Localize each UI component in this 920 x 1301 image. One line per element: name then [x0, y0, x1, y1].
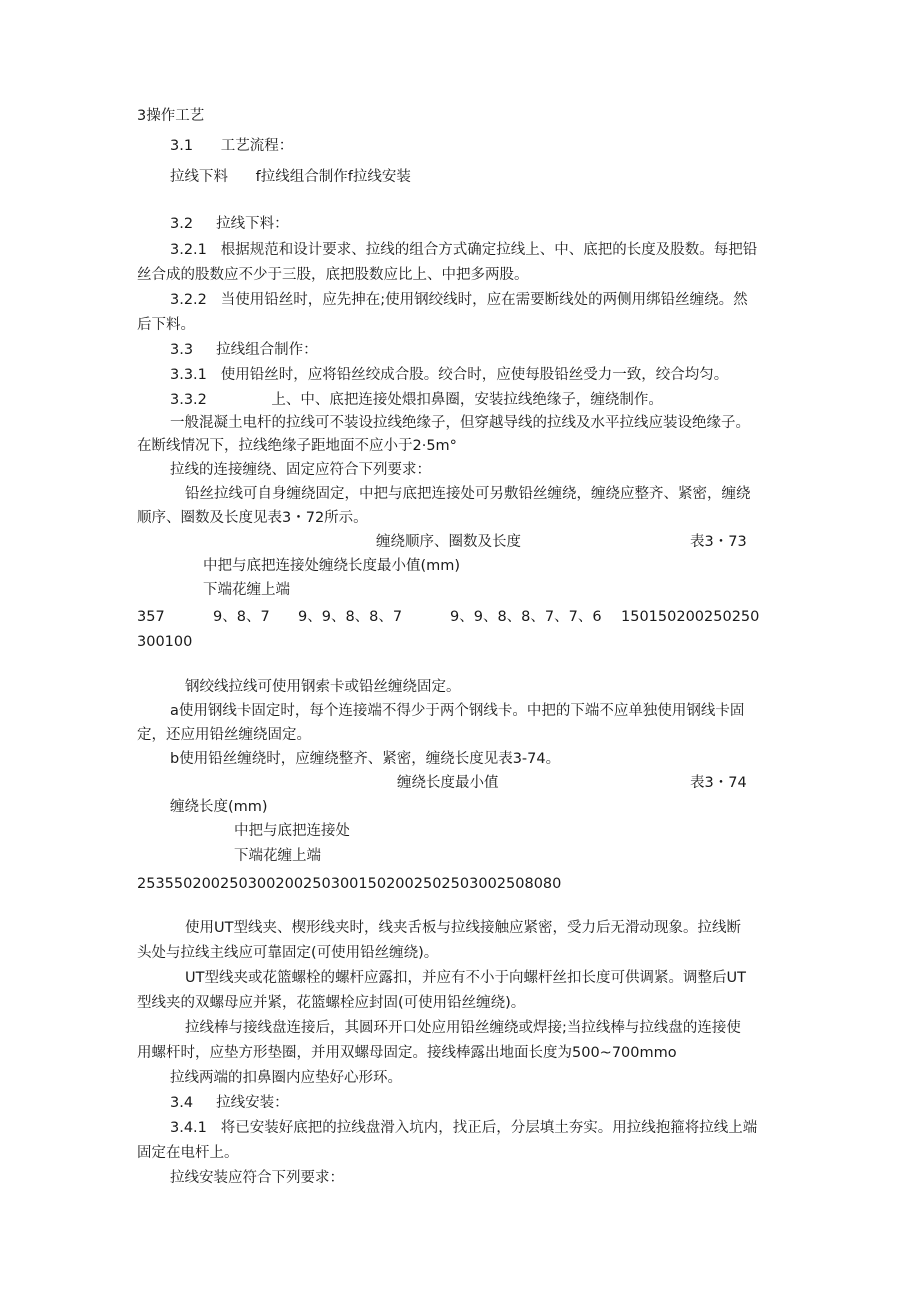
- para-connection-req: 拉线的连接缠绕、固定应符合下列要求：: [170, 462, 431, 478]
- subsection-3-4: 3.4 拉线安装：: [170, 1095, 289, 1111]
- para-steel-strand: 钢绞线拉线可使用钢索卡或铅丝缠绕固定。: [185, 679, 461, 695]
- table-3-73-cell: 9、9、8、8、7: [298, 609, 403, 625]
- section-heading: 3操作工艺: [137, 108, 205, 124]
- para-insulator-line1: 一般混凝土电杆的拉线可不装设拉线绝缘子，但穿越导线的拉线及水平拉线应装设绝缘子。: [170, 415, 750, 431]
- para-ut-turnbuckle-line1: UT型线夹或花篮螺栓的螺杆应露扣，并应有不小于向螺杆丝扣长度可供调紧。调整后UT: [185, 970, 746, 986]
- table-3-73-cell: 9、8、7: [213, 609, 270, 625]
- table-3-73-header2: 下端花缠上端: [203, 582, 290, 598]
- para-rod-line1: 拉线棒与接线盘连接后，其圆环开口处应用铅丝缠绕或焊接;当拉线棒与拉线盘的连接使: [185, 1020, 741, 1036]
- para-ut-clamp-line2: 头处与拉线主线应可靠固定(可使用铅丝缠绕)。: [137, 945, 439, 961]
- para-lead-wire-line1: 铅丝拉线可自身缠绕固定，中把与底把连接处可另敷铅丝缠绕，缠绕应整齐、紧密，缠绕: [185, 486, 751, 502]
- para-thimble: 拉线两端的扣鼻圈内应垫好心形环。: [170, 1070, 402, 1086]
- para-rod-line2: 用螺杆时，应垫方形垫圈，并用双螺母固定。接线棒露出地面长度为500~700mmo: [137, 1045, 677, 1061]
- table-3-73-header1: 中把与底把连接处缠绕长度最小值(mm): [203, 558, 461, 574]
- table-3-73-cell: 357: [137, 609, 165, 625]
- para-3-2-2-line1: 3.2.2 当使用铅丝时，应先抻在;使用钢绞线时，应在需要断线处的两侧用绑铅丝缠绕。然: [170, 292, 748, 308]
- para-3-2-2-line2: 后下料。: [137, 317, 195, 333]
- table-3-74-title: 缠绕长度最小值: [397, 775, 499, 791]
- para-insulator-line2: 在断线情况下，拉线绝缘子距地面不应小于2·5m°: [137, 438, 457, 454]
- para-ut-turnbuckle-line2: 型线夹的双螺母应并紧，花篮螺栓应封固(可使用铅丝缠绕)。: [137, 995, 526, 1011]
- table-3-74-number: 表3・74: [690, 775, 747, 791]
- para-3-3-2: 3.3.2 上、中、底把连接处煨扣鼻圈，安装拉线绝缘子，缠绕制作。: [170, 392, 663, 408]
- subsection-3-2: 3.2 拉线下料：: [170, 216, 289, 232]
- para-ut-clamp-line1: 使用UT型线夹、楔形线夹时，线夹舌板与拉线接触应紧密，受力后无滑动现象。拉线断: [185, 920, 741, 936]
- para-3-4-1-line2: 固定在电杆上。: [137, 1145, 239, 1161]
- table-3-73-title: 缠绕顺序、圈数及长度: [376, 534, 521, 550]
- para-b: b使用铅丝缠绕时，应缠绕整齐、紧密，缠绕长度见表3-74。: [170, 751, 561, 767]
- table-3-74-header2: 中把与底把连接处: [234, 823, 350, 839]
- para-3-4-1-line1: 3.4.1 将已安装好底把的拉线盘滑入坑内，找正后，分层填土夯实。用拉线抱箍将拉线上端: [170, 1120, 758, 1136]
- table-3-73-number: 表3・73: [690, 534, 747, 550]
- para-lead-wire-line2: 顺序、圈数及长度见表3・72所示。: [137, 510, 368, 526]
- table-3-74-header3: 下端花缠上端: [234, 848, 321, 864]
- para-3-3-1: 3.3.1 使用铅丝时，应将铅丝绞成合股。绞合时，应使每股铅丝受力一致，绞合均匀。: [170, 367, 729, 383]
- para-3-2-1-line2: 丝合成的股数应不少于三股，底把股数应比上、中把多两股。: [137, 267, 529, 283]
- para-a-line2: 定，还应用铅丝缠绕固定。: [137, 727, 311, 743]
- table-3-74-header1: 缠绕长度(mm): [170, 799, 268, 815]
- table-3-73-cell: 300100: [137, 634, 193, 650]
- para-install-req: 拉线安装应符合下列要求：: [170, 1170, 344, 1186]
- subsection-3-1: 3.1 工艺流程：: [170, 138, 294, 154]
- para-3-2-1-line1: 3.2.1 根据规范和设计要求、拉线的组合方式确定拉线上、中、底把的长度及股数。每把铅: [170, 242, 758, 258]
- para-a-line1: a使用钢线卡固定时，每个连接端不得少于两个钢线卡。中把的下端不应单独使用钢线卡固: [170, 703, 745, 719]
- subsection-3-3: 3.3 拉线组合制作：: [170, 342, 318, 358]
- table-3-73-cell: 9、9、8、8、7、7、6: [450, 609, 602, 625]
- table-3-74-row: 2535502002503002002503001502002502503002508080: [137, 876, 562, 892]
- process-flow: 拉线下料 f拉线组合制作f拉线安装: [170, 169, 411, 185]
- table-3-73-cell: 150150200250250: [621, 609, 760, 625]
